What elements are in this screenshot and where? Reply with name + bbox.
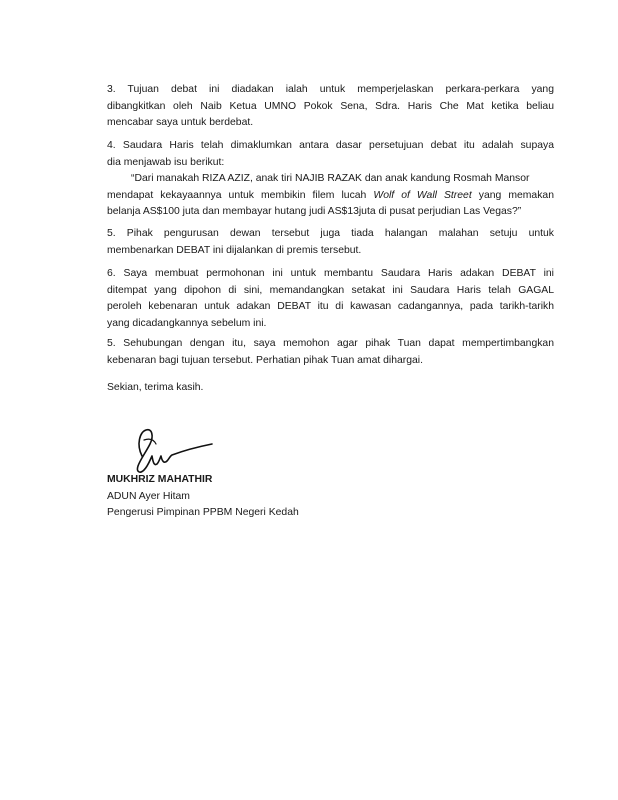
paragraph-4 xyxy=(107,138,554,221)
paragraph-line: peroleh kebenaran untuk adakan DEBAT itu di kawasan cadangannya, pada tarikh-tarikh xyxy=(107,301,554,312)
quote-text: mendapat kekayaannya untuk membikin filem lucah xyxy=(107,189,374,201)
paragraph-line: ditempat yang dipohon di sini, memandangkan setakat ini Saudara Haris telah GAGAL xyxy=(107,284,554,296)
paragraph-5a xyxy=(107,226,554,259)
quote-text: yang memakan xyxy=(471,189,554,201)
signatory-block xyxy=(107,472,299,522)
paragraph-5b xyxy=(107,336,554,369)
paragraph-line: 3. Tujuan debat ini diadakan ialah untuk memperjelaskan perkara-perkara yang xyxy=(107,84,554,95)
paragraph-line: 5. Pihak pengurusan dewan tersebut juga tiada halangan malahan setuju untuk xyxy=(107,228,554,239)
closing-line xyxy=(107,380,554,397)
quote-line xyxy=(107,188,554,205)
signatory-position: Pengerusi Pimpinan PPBM Negeri Kedah xyxy=(107,507,299,518)
signature-image xyxy=(128,426,218,478)
paragraph-line: mencabar saya untuk berdebat. xyxy=(107,117,254,128)
film-title: Wolf of Wall Street xyxy=(373,189,472,201)
paragraph-6 xyxy=(107,266,554,332)
paragraph-line: 6. Saya membuat permohonan ini untuk membantu Saudara Haris adakan DEBAT ini xyxy=(107,268,554,279)
closing-text: Sekian, terima kasih. xyxy=(107,382,204,393)
paragraph-line: dibangkitkan oleh Naib Ketua UMNO Pokok Sena, Sdra. Haris Che Mat ketika beliau xyxy=(107,100,554,112)
paragraph-line: membenarkan DEBAT ini dijalankan di premis tersebut. xyxy=(107,244,362,256)
paragraph-line: 5. Sehubungan dengan itu, saya memohon agar pihak Tuan dapat mempertimbangkan xyxy=(107,338,554,349)
paragraph-3 xyxy=(107,82,554,132)
quote-line: belanja AS$100 juta dan membayar hutang judi AS$13juta di pusat perjudian Las Vegas?” xyxy=(107,206,522,217)
paragraph-line: kebenaran bagi tujuan tersebut. Perhatian pihak Tuan amat dihargai. xyxy=(107,354,423,366)
quote-line: “Dari manakah RIZA AZIZ, anak tiri NAJIB RAZAK dan anak kandung Rosmah Mansor xyxy=(131,173,530,184)
signatory-title: ADUN Ayer Hitam xyxy=(107,490,190,502)
paragraph-line: yang dicadangkannya sebelum ini. xyxy=(107,317,267,329)
paragraph-line: dia menjawab isu berikut: xyxy=(107,156,225,168)
paragraph-line: 4. Saudara Haris telah dimaklumkan antara dasar persetujuan debat itu adalah supaya xyxy=(107,140,554,151)
signatory-name: MUKHRIZ MAHATHIR xyxy=(107,474,213,485)
